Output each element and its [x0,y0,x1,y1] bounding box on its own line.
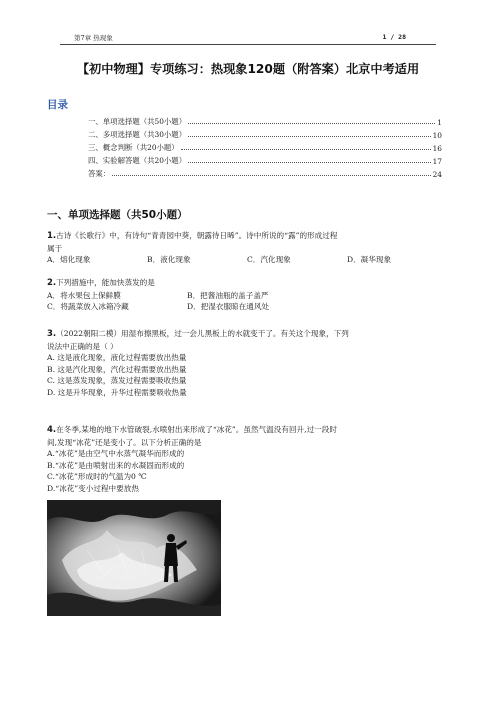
toc-item-page: 10 [432,131,442,140]
option-c: C.“冰花”形成时的气温为0 ℃ [47,472,147,481]
option-c: C．汽化现象 [247,255,291,264]
ice-flower-image [47,500,221,616]
table-of-contents [88,114,442,179]
question-stem: 在冬季,某地的地下水管破裂,水喷射出来形成了“冰花”。虽然气温没有回升,过一段时 [56,425,337,434]
header-chapter: 第7章 热现象 [74,34,113,42]
option-a: A.“冰花”是由空气中水蒸气凝华而形成的 [47,449,185,458]
question-stem: 下列措施中，能加快蒸发的是 [56,278,155,287]
toc-item[interactable] [88,127,442,140]
option-d: D.“冰花”变小过程中要放热 [47,483,139,493]
option-a: A．熔化现象 [47,255,91,264]
toc-leader-dots [188,123,435,124]
header-page-number: 1 / 28 [382,33,406,41]
toc-item-label: 三、概念判断（共20小题） [88,143,179,152]
toc-item-page: 24 [432,170,442,179]
question-4 [47,424,447,494]
page-header [60,32,436,45]
toc-leader-dots [188,162,431,163]
question-number: 2. [47,278,57,288]
option-c: C．将蔬菜放入冰箱冷藏 [47,302,129,311]
option-c: C. 这是蒸发现象，蒸发过程需要吸收热量 [47,376,187,385]
option-d: D．凝华现象 [347,255,392,264]
toc-item-page: 1 [437,118,442,127]
question-number: 4. [47,425,57,435]
question-stem-cont: 属于 [47,243,63,253]
toc-item-label: 一、单项选择题（共50小题） [88,117,187,126]
option-b: B. 这是汽化现象，汽化过程需要放出热量 [47,364,187,374]
ice-flower-photo [47,500,221,616]
toc-item-page: 16 [432,144,442,153]
question-stem-cont: 间,发现“冰花”还是变小了。以下分析正确的是 [47,437,202,447]
option-row [47,254,447,266]
document-title: 【初中物理】专项练习：热现象120题（附答案）北京中考适用 [76,62,420,76]
question-number: 3. [47,329,57,339]
toc-item-label: 二、多项选择题（共30小题） [88,130,187,139]
toc-leader-dots [188,136,431,137]
toc-item[interactable] [88,153,442,166]
toc-item[interactable] [88,114,442,127]
toc-item-label: 四、实验解答题（共20小题） [88,156,187,165]
section-heading: 一、单项选择题（共50小题） [47,209,188,221]
option-d: D. 这是升华现象，升华过程需要吸收热量 [47,387,187,397]
question-stem-cont: 说法中正确的是（ ） [47,341,118,351]
question-3 [47,328,447,398]
question-2 [47,277,447,313]
question-stem: 古诗《长歌行》中，有诗句“青青园中葵，朝露待日晞”。诗中所说的“露”的形成过程 [56,231,338,240]
question-1 [47,230,447,266]
option-a: A. 这是液化现象，液化过程需要放出热量 [47,353,187,362]
option-b: B.“冰花”是由喷射出来的水凝固而形成的 [47,460,185,470]
toc-item-page: 17 [432,157,442,166]
option-b: B．把酱油瓶的盖子盖严 [187,290,269,300]
option-d: D．把湿衣服晾在通风处 [187,302,270,311]
option-row [47,290,447,302]
question-stem: （2022朝阳二模）用湿布擦黑板，过一会儿黑板上的水就变干了。有关这个现象，下列 [56,329,349,338]
toc-heading: 目录 [47,99,68,111]
option-b: B．液化现象 [147,255,191,264]
option-row [47,301,447,313]
option-a: A．将水果包上保鲜膜 [47,290,121,300]
toc-leader-dots [181,149,431,150]
toc-item-label: 答案： [88,169,111,178]
toc-item[interactable] [88,140,442,153]
question-number: 1. [47,231,57,241]
toc-item[interactable] [88,166,442,179]
toc-leader-dots [112,175,430,176]
